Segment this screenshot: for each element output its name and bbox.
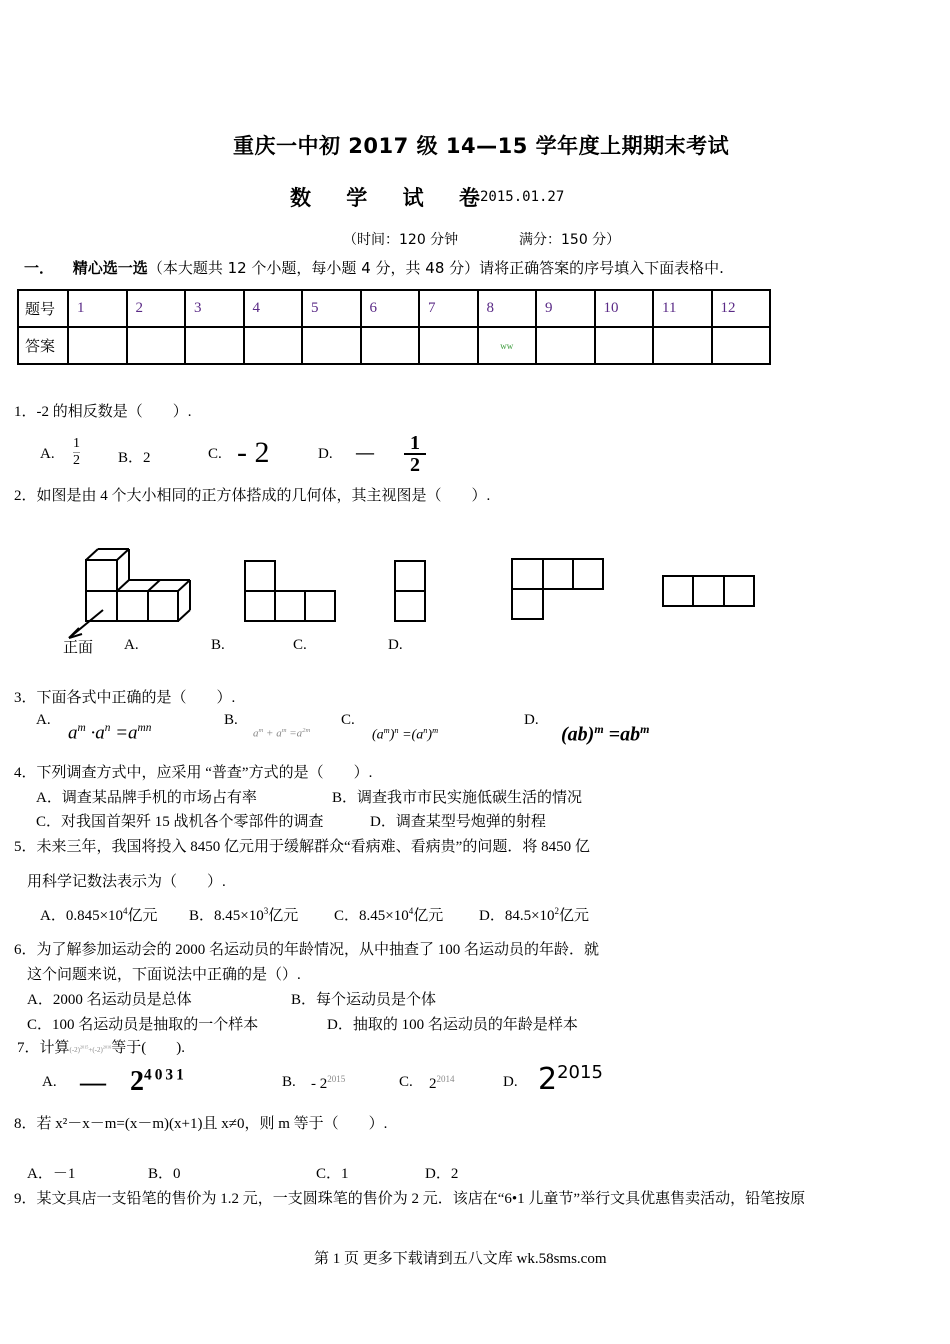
q6-stem: 6．为了解参加运动会的 2000 名运动员的年龄情况，从中抽查了 100 名运动员的年龄．就 [14,942,600,958]
q5-b-base: B．8.45×10 [189,908,264,924]
q7-option-c-label: C. [399,1074,413,1090]
q3-option-a-expr: $a^m \cdot a^n =a^{mn}$ [68,722,152,744]
exam-title: 重庆一中初 2017 级 14—15 学年度上期期末考试 [233,134,730,158]
q7-option-a-sign: — [80,1068,106,1097]
q2-option-c: C. [293,637,307,653]
q5-a-exponent: 4 [123,906,128,916]
page-footer: 第 1 页 更多下载请到五八文库 wk.58sms.com [314,1251,607,1267]
q1-option-b: B．2 [118,450,151,466]
q5-c-exponent: 4 [408,906,414,916]
q7-option-b-label: B. [282,1074,296,1090]
q1-option-a-label: A. [40,446,55,462]
q5-c-unit: 亿元 [413,908,444,924]
solid-figure [69,549,190,638]
q7-c-exponent: 2014 [436,1074,455,1084]
answer-cell[interactable] [244,327,303,364]
q6-stem-2: 这个问题来说，下面说法中正确的是（）. [27,967,301,983]
q3-option-a-label: A. [36,712,51,728]
fraction-numerator: 1 [404,433,426,455]
q1-stem: 1．-2 的相反数是（ ）. [14,404,192,420]
q3-option-b-label: B. [224,712,238,728]
table-cell: 9 [536,290,595,327]
q8-option-b: B．0 [148,1166,181,1182]
q5-b-unit: 亿元 [268,908,299,924]
front-label: 正面 [63,638,94,656]
q6-option-c: C．100 名运动员是抽取的一个样本 [27,1017,259,1033]
q2-figures [55,540,775,660]
q3-option-b-expr: $a^m + a^m =a^{2m}$ [253,727,311,740]
table-cell: 4 [244,290,303,327]
q7-b-exponent: 2015 [327,1074,346,1084]
q6-option-a: A．2000 名运动员是总体 [27,992,192,1008]
q7-stem-start: 7．计算 [17,1040,70,1056]
q5-option-a [40,904,158,925]
q7-option-a-expr [130,1066,187,1098]
q1-option-c-value: - 2 [237,436,270,469]
q4-option-c: C．对我国首架歼 15 战机各个零部件的调查 [36,814,324,830]
q2-option-d: D. [388,637,403,653]
table-cell: 5 [302,290,361,327]
q1-option-c-label: C. [208,446,222,462]
table-cell: 10 [595,290,654,327]
q5-d-unit: 亿元 [559,908,590,924]
q7-stem [17,1036,185,1057]
q2-option-a: A. [124,637,139,653]
answer-table [17,289,771,365]
answer-cell[interactable] [536,327,595,364]
table-cell: 6 [361,290,420,327]
q7-option-d-label: D. [503,1074,518,1090]
table-cell: 11 [653,290,712,327]
score-info: 满分：150 分） [519,232,621,248]
fraction-numerator: 1 [73,436,80,451]
fraction-denominator: 2 [410,454,420,476]
answer-cell[interactable] [302,327,361,364]
option-d-figure [663,576,754,606]
answer-cell[interactable] [419,327,478,364]
option-a-figure [245,561,335,621]
q4-option-d: D．调查某型号炮弹的射程 [370,814,546,830]
q2-option-b: B. [211,637,225,653]
answer-cell[interactable] [185,327,244,364]
q1-option-d-sign: — [356,442,374,462]
answer-cell[interactable] [68,327,127,364]
option-c-figure [512,559,603,619]
q9-stem: 9．某文具店一支铅笔的售价为 1.2 元，一支圆珠笔的售价为 2 元．该店在“6•1 儿童节”举行文具优惠售卖活动，铅笔按原 [14,1191,806,1207]
q6-option-d: D．抽取的 100 名运动员的年龄是样本 [327,1017,578,1033]
q6-option-b: B．每个运动员是个体 [291,992,437,1008]
q4-option-b: B．调查我市市民实施低碳生活的情况 [332,790,583,806]
answer-table-answer-row [18,327,770,364]
section-name: 精心选一选 [72,259,148,277]
q4-option-a: A．调查某品牌手机的市场占有率 [36,790,257,806]
answer-header: 答案 [18,327,68,364]
exam-subtitle: 数 学 试 卷 [290,186,494,210]
q3-stem: 3．下面各式中正确的是（ ）. [14,690,236,706]
q5-b-exponent: 3 [263,906,269,916]
q1-option-d-label: D. [318,446,333,462]
q7-expression: $(-2)^{2015}+(-2)^{2016}$ [69,1044,112,1054]
answer-cell[interactable]: ww [478,327,537,364]
q1-option-d-fraction [404,433,426,475]
q7-option-b-expr [311,1074,345,1093]
q5-option-d [479,904,589,925]
q7-d-exponent: 2015 [557,1062,603,1083]
q7-a-base: 2 [130,1066,144,1097]
section-number: 一． [24,259,55,277]
section-instruction: （本大题共 12 个小题，每小题 4 分，共 48 分）请将正确答案的序号填入下面表格中. [147,259,724,277]
q7-stem-end: 等于( ). [111,1040,185,1056]
q1-option-a-fraction [73,436,80,469]
q7-b-base: - 2 [311,1076,328,1092]
question-number-header: 题号 [18,290,68,327]
table-cell: 8 [478,290,537,327]
q8-option-a: A．－1 [27,1166,76,1182]
q7-option-a-label: A. [42,1074,57,1090]
table-cell: 12 [712,290,771,327]
answer-cell[interactable] [712,327,771,364]
table-cell: 3 [185,290,244,327]
q7-option-d-expr [538,1062,603,1097]
answer-cell[interactable] [595,327,654,364]
q7-a-exponent: 4031 [144,1066,187,1084]
exam-date: 2015.01.27 [480,189,565,205]
q8-option-c: C．1 [316,1166,349,1182]
q3-option-c-label: C. [341,712,355,728]
q3-option-d-label: D. [524,712,539,728]
q3-option-c-expr: $(a^m)^n =(a^n)^m$ [372,726,439,743]
answer-cell[interactable] [361,327,420,364]
q5-d-exponent: 2 [554,906,560,916]
q4-stem: 4．下列调查方式中，应采用 “普查”方式的是（ ）. [14,765,373,781]
table-cell: 7 [419,290,478,327]
section-heading [24,257,724,278]
q5-a-unit: 亿元 [127,908,158,924]
q5-option-c [334,904,443,925]
q5-stem: 5．未来三年，我国将投入 8450 亿元用于缓解群众“看病难、看病贵”的问题．将 8450 亿 [14,839,590,855]
q5-stem-2: 用科学记数法表示为（ ）. [27,874,226,890]
q5-a-base: A．0.845×10 [40,908,124,924]
q7-option-c-expr [429,1074,455,1093]
q8-option-d: D．2 [425,1166,459,1182]
option-b-figure [395,561,425,621]
fraction-denominator: 2 [73,453,80,468]
q5-option-b [189,904,298,925]
answer-cell[interactable] [653,327,712,364]
table-cell: 2 [127,290,186,327]
answer-table-number-row [18,290,770,327]
q8-stem: 8．若 x²－x－m=(x－m)(x+1)且 x≠0，则 m 等于（ ）. [14,1116,388,1132]
answer-cell[interactable] [127,327,186,364]
time-info: （时间：120 分钟 [343,232,459,248]
table-cell: 1 [68,290,127,327]
q5-c-base: C．8.45×10 [334,908,409,924]
q5-d-base: D．84.5×10 [479,908,555,924]
q3-option-d-expr: $(ab)^m =ab^m$ [561,722,650,746]
q7-d-base: 2 [538,1062,558,1097]
q7-c-base: 2 [429,1076,437,1092]
q2-stem: 2．如图是由 4 个大小相同的正方体搭成的几何体，其主视图是（ ）. [14,488,491,504]
